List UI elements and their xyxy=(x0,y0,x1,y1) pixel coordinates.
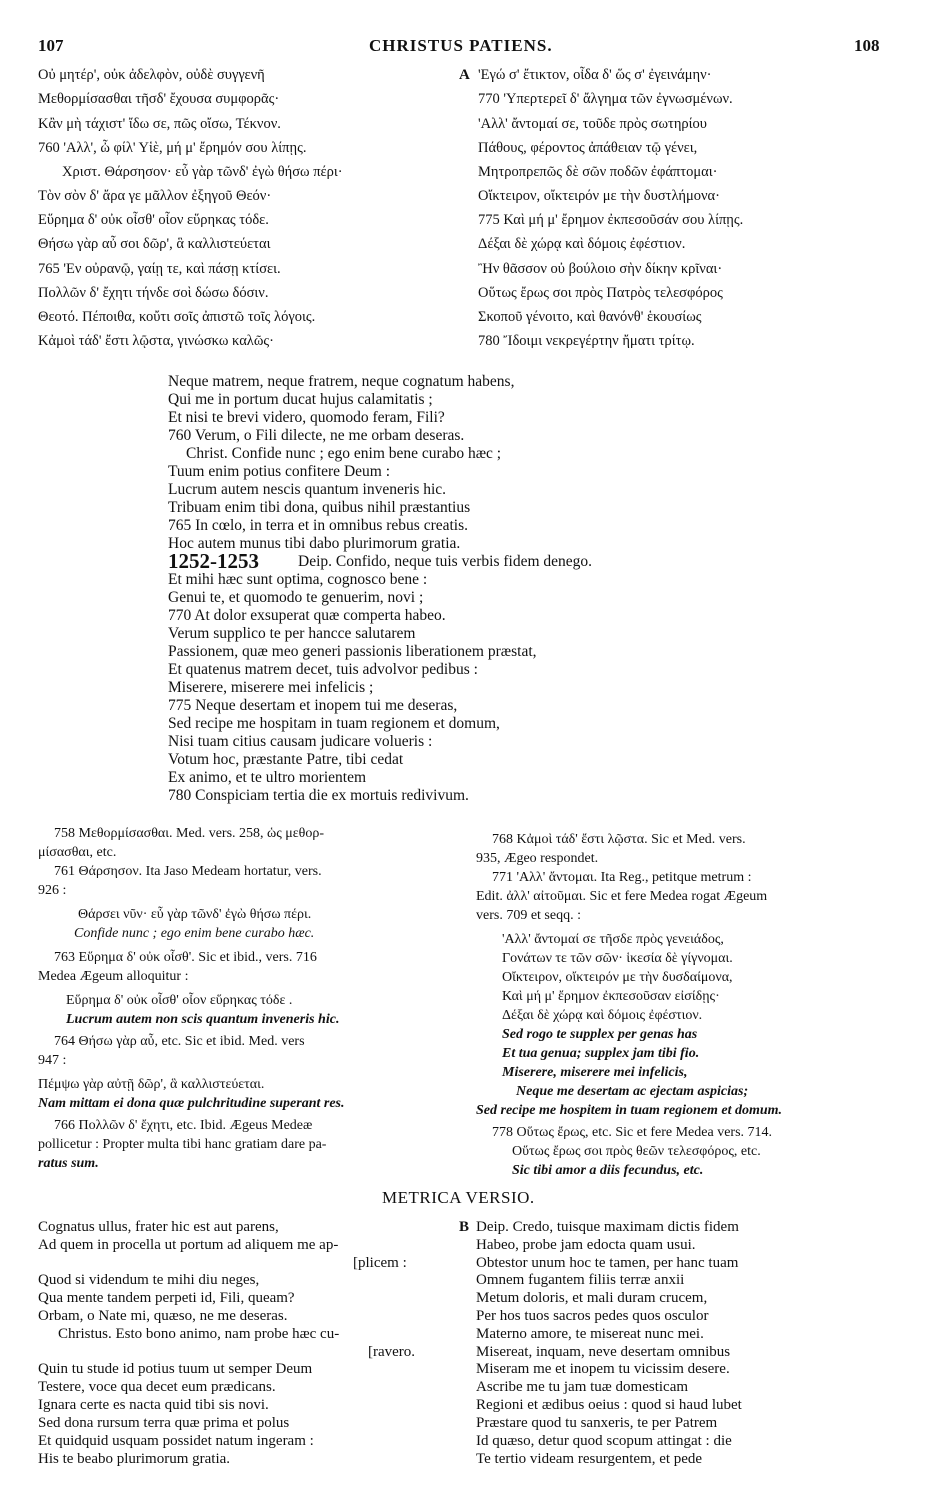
latin-line: 760 Verum, o Fili dilecte, ne me orbam deseras. xyxy=(168,427,465,444)
verse-line: Metum doloris, et mali duram crucem, xyxy=(476,1290,708,1306)
note-line: Medea Ægeum alloquitur : xyxy=(38,969,189,984)
note-line: Θάρσει νῦν· εὖ γὰρ τῶνδ' ἐγὼ θήσω πέρι. xyxy=(78,907,312,922)
greek-line: Μητροπρεπῶς δὲ σῶν ποδῶν ἐφάπτομαι· xyxy=(478,164,718,180)
greek-line: Πολλῶν δ' ἔχητι τήνδε σοὶ δώσω δόσιν. xyxy=(38,285,269,301)
note-line: 766 Πολλῶν δ' ἔχητι, etc. Ibid. Ægeus Medeæ xyxy=(54,1118,313,1133)
verse-line: Per hos tuos sacros pedes quos osculor xyxy=(476,1308,709,1324)
latin-line: Genui te, et quomodo te genuerim, novi ; xyxy=(168,589,424,606)
page-number-left: 107 xyxy=(38,36,64,55)
margin-marker-a: A xyxy=(459,67,470,83)
greek-line: Οἴκτειρον, οἴκτειρόν με τὴν δυστλήμονα· xyxy=(478,188,720,204)
greek-line: Οὐ μητέρ', οὐκ ἀδελφὸν, οὐδὲ συγγενῆ xyxy=(38,67,265,83)
latin-line: Verum supplico te per hancce salutarem xyxy=(168,625,416,642)
greek-line: Κἂν μὴ τάχιστ' ἴδω σε, πῶς οἴσω, Τέκνον. xyxy=(38,116,281,132)
latin-line: Et mihi hæc sunt optima, cognosco bene : xyxy=(168,571,428,588)
latin-line: Lucrum autem nescis quantum inveneris hic. xyxy=(168,481,447,498)
latin-line: Christ. Confide nunc ; ego enim bene curabo hæc ; xyxy=(186,445,502,462)
latin-line: Votum hoc, præstante Patre, tibi cedat xyxy=(168,751,404,768)
verse-line: [plicem : xyxy=(353,1255,407,1271)
margin-marker-b: B xyxy=(459,1219,470,1235)
latin-line: 780 Conspiciam tertia die ex mortuis redivivum. xyxy=(168,787,469,804)
note-line: 935, Ægeo respondet. xyxy=(476,851,599,866)
greek-line: Τὸν σὸν δ' ἄρα γε μᾶλλον ἐξηγοῦ Θεόν· xyxy=(38,188,272,204)
note-line: Confide nunc ; ego enim bene curabo hæc. xyxy=(74,926,315,941)
verse-line: Obtestor unum hoc te tamen, per hanc tuam xyxy=(476,1255,739,1271)
latin-line: Passionem, quæ meo generi passionis liberationem præstat, xyxy=(168,643,537,660)
verse-line: Te tertio videam resurgentem, et pede xyxy=(476,1451,703,1467)
note-line: Οὕτως ἔρως σοι πρὸς θεῶν τελεσφόρος, etc. xyxy=(512,1144,761,1159)
verse-line: Omnem fugantem filiis terræ anxii xyxy=(476,1272,685,1288)
greek-line: 780 Ἴδοιμι νεκρεγέρτην ἤματι τρίτῳ. xyxy=(478,333,695,349)
greek-line: Κἀμοὶ τάδ' ἔστι λῷστα, γινώσκω καλῶς· xyxy=(38,333,274,349)
verse-line: Misereat, inquam, neve desertam omnibus xyxy=(476,1344,731,1360)
note-line: vers. 709 et seqq. : xyxy=(476,908,581,923)
note-line: 947 : xyxy=(38,1053,67,1068)
verse-line: Materno amore, te misereat nunc mei. xyxy=(476,1326,704,1342)
greek-line: 765 'Εν οὐρανῷ, γαίῃ τε, καὶ πάσῃ κτίσει. xyxy=(38,261,281,277)
running-title: CHRISTUS PATIENS. xyxy=(369,36,553,55)
note-line: pollicetur : Propter multa tibi hanc gratiam dare pa- xyxy=(38,1137,327,1152)
verse-line: Miseram me et inopem tu vicissim desere. xyxy=(476,1361,730,1377)
note-line: Miserere, miserere mei infelicis, xyxy=(502,1065,688,1080)
note-line: 768 Κἀμοὶ τάδ' ἔστι λῷστα. Sic et Med. vers. xyxy=(492,832,746,847)
verse-line: Testere, voce qua decet eum prædicans. xyxy=(38,1379,276,1395)
verse-line: [ravero. xyxy=(368,1344,416,1360)
verse-line: Ad quem in procella ut portum ad aliquem me ap- xyxy=(38,1237,339,1253)
greek-line: 'Εγώ σ' ἔτικτον, οἶδα δ' ὥς σ' ἐγεινάμην· xyxy=(478,67,712,83)
note-line: Sed recipe me hospitem in tuam regionem et domum. xyxy=(476,1103,783,1118)
verse-line: Ignara certe es nacta quid tibi sis novi. xyxy=(38,1397,269,1413)
greek-line: Θεοτό. Πέποιθα, κοὔτι σοῖς ἀπιστῶ τοῖς λόγοις. xyxy=(38,309,316,325)
greek-line: Μεθορμίσασθαι τῆσδ' ἔχουσα συμφορᾶς· xyxy=(38,91,280,107)
verse-line: Deip. Credo, tuisque maximam dictis fidem xyxy=(476,1219,739,1235)
note-line: Neque me desertam ac ejectam aspicias; xyxy=(516,1084,749,1099)
verse-line: Qua mente tandem perpeti id, Fili, queam? xyxy=(38,1290,295,1306)
latin-line: 770 At dolor exsuperat quæ comperta habeo. xyxy=(168,607,446,624)
verse-line: Quod si videndum te mihi diu neges, xyxy=(38,1272,260,1288)
verse-line: Cognatus ullus, frater hic est aut parens, xyxy=(38,1219,279,1235)
greek-line: Οὕτως ἔρως σοι πρὸς Πατρὸς τελεσφόρος xyxy=(478,285,723,301)
section-title: METRICA VERSIO. xyxy=(382,1188,535,1207)
note-line: Γονάτων τε τῶν σῶν· ἱκεσία δὲ γίγνομαι. xyxy=(502,951,733,966)
latin-line: Deip. Confido, neque tuis verbis fidem denego. xyxy=(298,553,593,570)
note-line: Edit. ἀλλ' αἰτοῦμαι. Sic et fere Medea rogat Ægeum xyxy=(476,889,768,904)
latin-line: Hoc autem munus tibi dabo plurimorum gratia. xyxy=(168,535,461,552)
greek-line: Θήσω γὰρ αὖ σοι δῶρ', ἃ καλλιστεύεται xyxy=(38,236,271,252)
latin-line: Neque matrem, neque fratrem, neque cognatum habens, xyxy=(168,373,515,390)
note-line: Sic tibi amor a diis fecundus, etc. xyxy=(512,1163,704,1178)
greek-line: 'Αλλ' ἄντομαί σε, τοῦδε πρὸς σωτηρίου xyxy=(478,116,707,132)
latin-line: Nisi tuam citius causam judicare volueris : xyxy=(168,733,433,750)
note-line: Πέμψω γὰρ αὐτῇ δῶρ', ἃ καλλιστεύεται. xyxy=(38,1077,265,1092)
note-line: 764 Θήσω γὰρ αὖ, etc. Sic et ibid. Med. vers xyxy=(54,1034,305,1049)
latin-line: Tribuam enim tibi dona, quibus nihil præstantius xyxy=(168,499,471,516)
verse-line: Et quidquid usquam possidet natum ingeram : xyxy=(38,1433,314,1449)
verse-line: Habeo, probe jam edocta quam usui. xyxy=(476,1237,696,1253)
verse-line: Quin tu stude id potius tuum ut semper Deum xyxy=(38,1361,313,1377)
latin-line: 775 Neque desertam et inopem tui me deseras, xyxy=(168,697,458,714)
latin-line: Ex animo, et te ultro morientem xyxy=(168,769,367,786)
verse-line: Orbam, o Nate mi, quæso, ne me deseras. xyxy=(38,1308,288,1324)
verse-line: His te beabo plurimorum gratia. xyxy=(38,1451,231,1467)
note-line: Οἴκτειρον, οἴκτειρόν με τὴν δυσδαίμονα, xyxy=(502,970,733,985)
note-line: 763 Εὕρημα δ' οὐκ οἶσθ'. Sic et ibid., vers. 716 xyxy=(54,950,317,965)
greek-line: 775 Καὶ μή μ' ἔρημον ἐκπεσοῦσάν σου λίπῃς. xyxy=(478,212,744,228)
greek-line: Χριστ. Θάρσησον· εὖ γὰρ τῶνδ' ἐγὼ θήσω πέρι· xyxy=(62,164,343,180)
greek-line: Ἢν θᾶσσον οὐ βούλοιο σὴν δίκην κρῖναι· xyxy=(478,261,723,277)
note-line: 771 'Αλλ' ἄντομαι. Ita Reg., petitque metrum : xyxy=(492,870,752,885)
note-line: Καὶ μή μ' ἔρημον ἐκπεσοῦσαν εἰσίδῃς· xyxy=(502,989,720,1004)
note-line: Nam mittam ei dona quæ pulchritudine superant res. xyxy=(38,1096,345,1111)
verse-line: Id quæso, detur quod scopum attingat : die xyxy=(476,1433,732,1449)
note-line: μίσασθαι, etc. xyxy=(38,845,117,860)
latin-line: Et quatenus matrem decet, tuis advolvor pedibus : xyxy=(168,661,478,678)
page-number-right: 108 xyxy=(854,36,880,55)
note-line: 758 Μεθορμίσασθαι. Med. vers. 258, ὡς μεθορ- xyxy=(54,826,325,841)
note-line: Sed rogo te supplex per genas has xyxy=(502,1027,698,1042)
latin-line: Tuum enim potius confitere Deum : xyxy=(168,463,391,480)
latin-line: Qui me in portum ducat hujus calamitatis ; xyxy=(168,391,433,408)
verse-line: Regioni et ædibus oeius : quod si haud lubet xyxy=(476,1397,742,1413)
latin-line: Et nisi te brevi videro, quomodo feram, Fili? xyxy=(168,409,445,426)
greek-line: 760 'Αλλ', ὦ φίλ' Υἱὲ, μή μ' ἔρημόν σου λίπῃς. xyxy=(38,140,307,156)
note-line: Εὕρημα δ' οὐκ οἶσθ' οἷον εὕρηκας τόδε . xyxy=(66,993,293,1008)
column-number: 1252-1253 xyxy=(168,549,259,573)
verse-line: Christus. Esto bono animo, nam probe hæc cu- xyxy=(58,1326,340,1342)
greek-line: Σκοποῦ γένοιτο, καὶ θανόνθ' ἑκουσίως xyxy=(478,309,702,325)
verse-line: Ascribe me tu jam tuæ domesticam xyxy=(476,1379,689,1395)
note-line: Δέξαι δὲ χώρᾳ καὶ δόμοις ἐφέστιον. xyxy=(502,1008,703,1023)
latin-line: 765 In cœlo, in terra et in omnibus rebus creatis. xyxy=(168,517,469,534)
verse-line: Sed dona rursum terra quæ prima et polus xyxy=(38,1415,290,1431)
note-line: 926 : xyxy=(38,883,67,898)
note-line: Lucrum autem non scis quantum inveneris hic. xyxy=(66,1012,340,1027)
greek-line: Εὕρημα δ' οὐκ οἶσθ' οἷον εὕρηκας τόδε. xyxy=(38,212,269,228)
greek-line: Πάθους, φέροντος ἀπάθειαν τῷ γένει, xyxy=(478,140,698,156)
note-line: 778 Οὕτως ἔρως, etc. Sic et fere Medea vers. 714. xyxy=(492,1125,773,1140)
latin-line: Sed recipe me hospitam in tuam regionem et domum, xyxy=(168,715,500,732)
note-line: ratus sum. xyxy=(38,1156,99,1171)
greek-line: 770 'Υπερτερεῖ δ' ἄλγημα τῶν ἐγνωσμένων. xyxy=(478,91,733,107)
note-line: 761 Θάρσησον. Ita Jaso Medeam hortatur, vers. xyxy=(54,864,322,879)
greek-line: Δέξαι δὲ χώρᾳ καὶ δόμοις ἐφέστιον. xyxy=(478,236,686,252)
note-line: 'Αλλ' ἄντομαί σε τῆσδε πρὸς γενειάδος, xyxy=(502,932,724,947)
latin-line: Miserere, miserere mei infelicis ; xyxy=(168,679,374,696)
verse-line: Præstare quod tu sanxeris, te per Patrem xyxy=(476,1415,718,1431)
note-line: Et tua genua; supplex jam tibi fio. xyxy=(502,1046,700,1061)
